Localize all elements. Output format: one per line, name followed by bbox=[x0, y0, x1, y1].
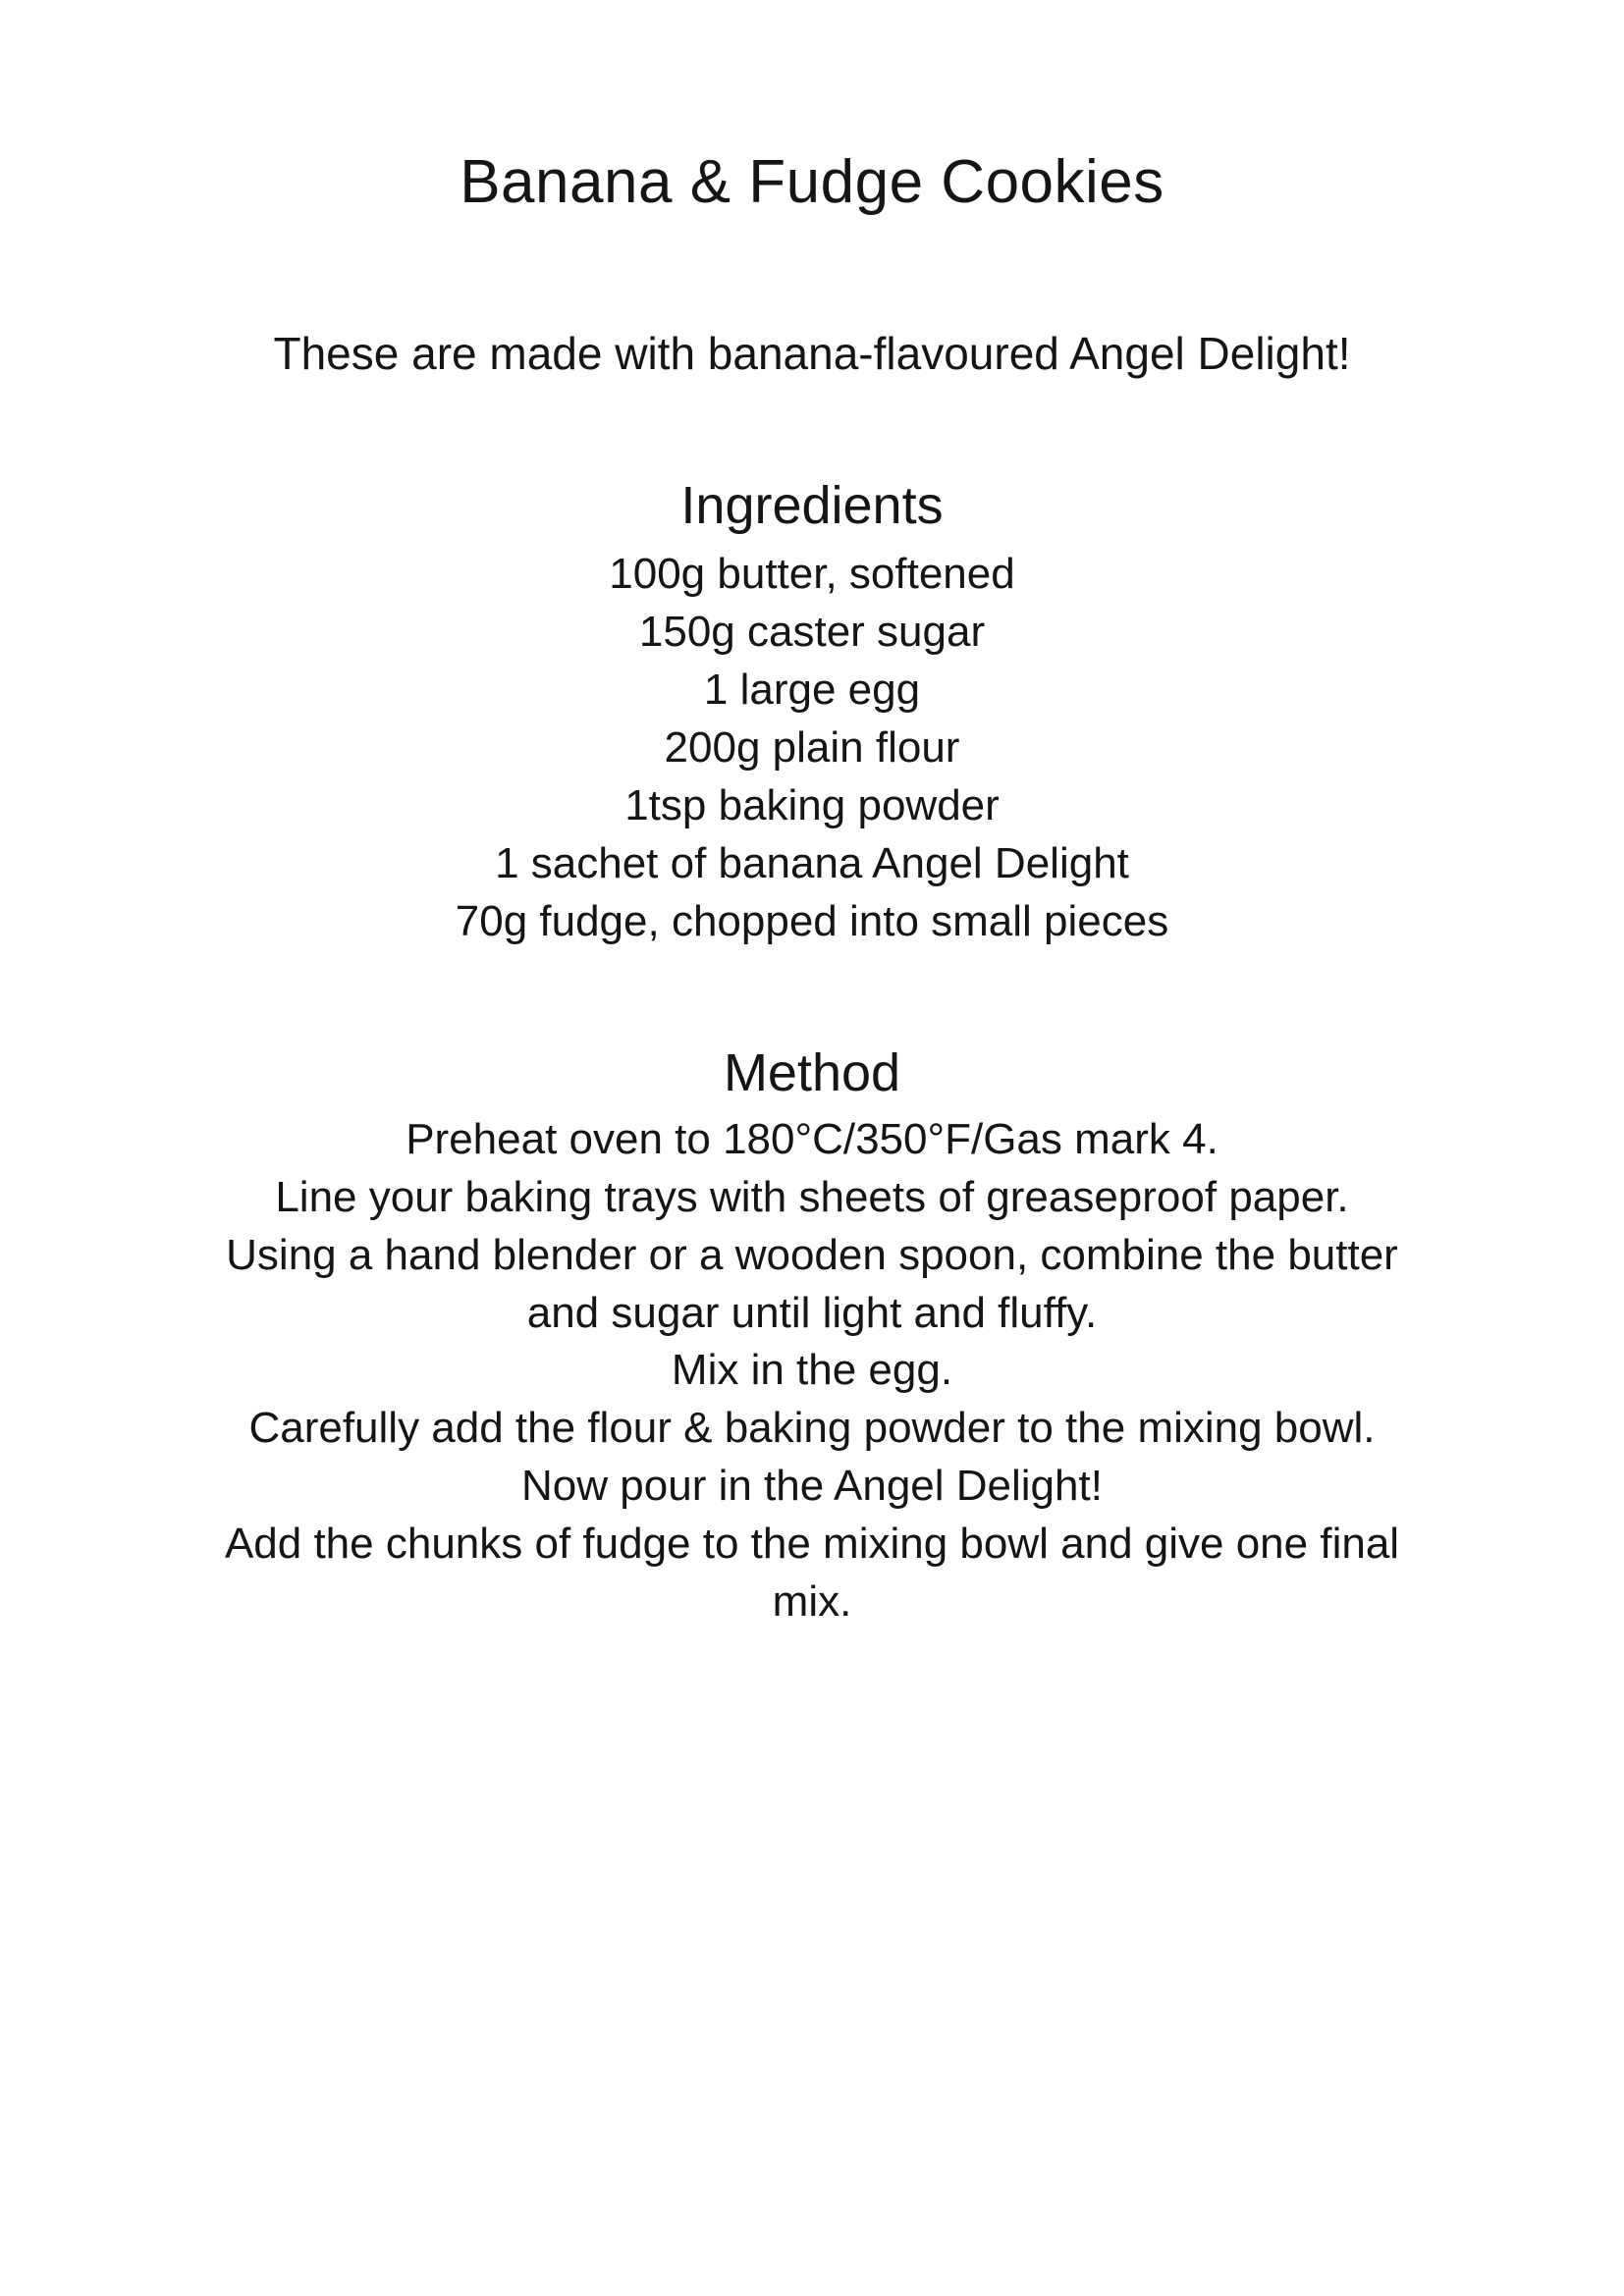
list-item: Mix in the egg. bbox=[671, 1346, 953, 1395]
list-item: 1 sachet of banana Angel Delight bbox=[495, 838, 1129, 887]
list-item: 200g plain flour bbox=[664, 723, 960, 773]
list-item: Using a hand blender or a wooden spoon, combine the butter and sugar until light and fluffy. bbox=[226, 1230, 1398, 1337]
list-item: 70g fudge, chopped into small pieces bbox=[455, 896, 1169, 945]
list-item: 1 large egg bbox=[703, 666, 921, 715]
ingredients-section bbox=[147, 474, 1477, 950]
list-item: Add the chunks of fudge to the mixing bowl and give one final mix. bbox=[224, 1520, 1400, 1627]
list-item: 150g caster sugar bbox=[638, 608, 986, 657]
method-section bbox=[147, 1041, 1477, 1631]
list-item: Preheat oven to 180°C/350°F/Gas mark 4. bbox=[406, 1114, 1218, 1163]
list-item: Carefully add the flour & baking powder to the mixing bowl. bbox=[248, 1404, 1376, 1453]
list-item: Line your baking trays with sheets of greaseproof paper. bbox=[275, 1172, 1349, 1221]
page-title: Banana & Fudge Cookies bbox=[460, 148, 1164, 216]
ingredients-heading: Ingredients bbox=[680, 476, 944, 536]
method-list bbox=[147, 1111, 1477, 1632]
list-item: 1tsp baking powder bbox=[624, 781, 1000, 829]
list-item: Now pour in the Angel Delight! bbox=[521, 1462, 1103, 1511]
intro-paragraph: These are made with banana-flavoured Angel Delight! bbox=[273, 328, 1351, 380]
list-item: 100g butter, softened bbox=[609, 550, 1015, 599]
method-heading: Method bbox=[723, 1042, 901, 1102]
ingredients-list bbox=[147, 546, 1477, 951]
